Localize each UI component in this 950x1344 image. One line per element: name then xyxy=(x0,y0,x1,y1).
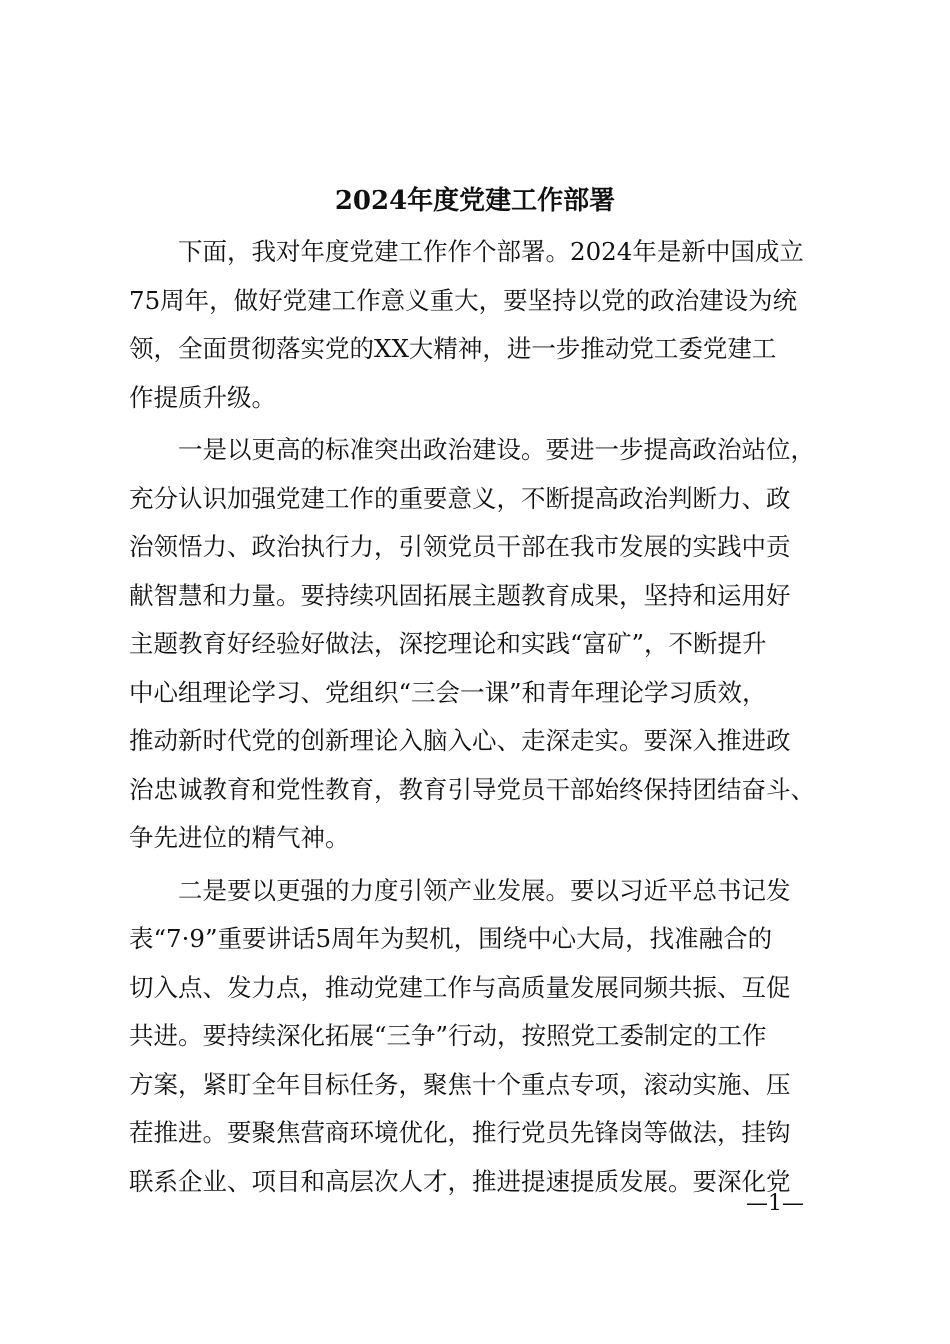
text-line: 主题教育好经验好做法，深挖理论和实践“富矿”，不断提升 xyxy=(129,629,767,658)
text-line: 茬推进。要聚焦营商环境优化，推行党员先锋岗等做法，挂钩 xyxy=(129,1118,791,1147)
text-line: 联系企业、项目和高层次人才，推进提速提质发展。要深化党 xyxy=(129,1166,791,1196)
text-line: 领，全面贯彻落实党的XX大精神，进一步推动党工委党建工 xyxy=(129,334,777,363)
paragraph-political-building xyxy=(129,426,819,863)
text-line: 作提质升级。 xyxy=(129,382,276,412)
text-line: 共进。要持续深化拓展“三争”行动，按照党工委制定的工作 xyxy=(129,1021,767,1050)
text-line: 治忠诚教育和党性教育，教育引导党员干部始终保持团结奋斗、 xyxy=(129,774,815,804)
text-line: 献智慧和力量。要持续巩固拓展主题教育成果，坚持和运用好 xyxy=(129,580,791,610)
text-line: 下面，我对年度党建工作作个部署。2024年是新中国成立 xyxy=(129,237,804,266)
text-line: 充分认识加强党建工作的重要意义，不断提高政治判断力、政 xyxy=(129,483,791,513)
text-line: 推动新时代党的创新理论入脑入心、走深走实。要深入推进政 xyxy=(129,726,791,755)
page-number: —1— xyxy=(746,1191,804,1216)
text-line: 表“7·9”重要讲话5周年为契机，围绕中心大局，找准融合的 xyxy=(129,924,773,953)
paragraph-industry-development xyxy=(129,867,819,1207)
text-line: 75周年，做好党建工作意义重大，要坚持以党的政治建设为统 xyxy=(129,285,798,315)
text-line: 治领悟力、政治执行力，引领党员干部在我市发展的实践中贡 xyxy=(129,532,791,561)
paragraph-intro xyxy=(129,228,819,422)
text-line: 中心组理论学习、党组织“三会一课”和青年理论学习质效， xyxy=(129,677,767,707)
text-line: 二是要以更强的力度引领产业发展。要以习近平总书记发 xyxy=(129,875,791,905)
document-body xyxy=(129,228,819,1206)
text-line: 方案，紧盯全年目标任务，聚焦十个重点专项，滚动实施、压 xyxy=(129,1069,791,1099)
text-line: 争先进位的精气神。 xyxy=(129,823,350,852)
document-title: 2024年度党建工作部署 xyxy=(334,186,616,216)
text-line: 一是以更高的标准突出政治建设。要进一步提高政治站位， xyxy=(129,435,815,464)
text-line: 切入点、发力点，推动党建工作与高质量发展同频共振、互促 xyxy=(129,972,791,1002)
